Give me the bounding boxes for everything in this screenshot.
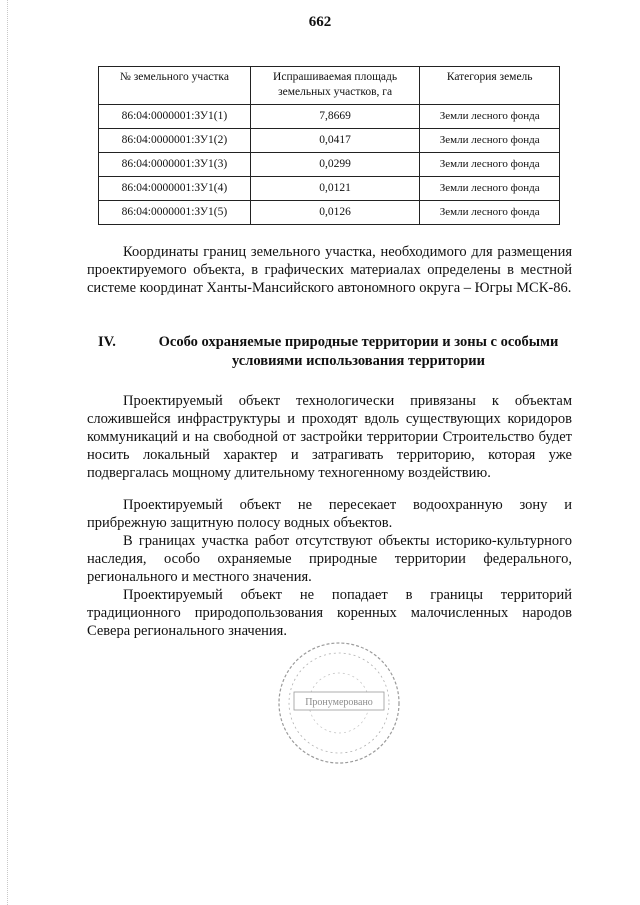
land-category-cell: Земли лесного фонда: [420, 105, 560, 129]
parcel-area-cell: 0,0299: [250, 153, 420, 177]
coordinates-paragraph: Координаты границ земельного участка, необходимого для размещения проектируемого объекта, в графических материалах определены в местной системе координат Ханты-Мансийского автономного округа – Югры МСК-86.: [87, 244, 572, 296]
stamp-text: Пронумеровано: [305, 697, 373, 708]
section-title: Особо охраняемые природные территории и зоны с особыми условиями использования территории: [158, 334, 559, 369]
body-paragraph: Проектируемый объект не попадает в границы территорий традиционного природопользования коренных малочисленных народов Севера регионального значения.: [87, 587, 572, 639]
parcel-number-cell: 86:04:0000001:ЗУ1(3): [99, 153, 251, 177]
parcel-area-cell: 7,8669: [250, 105, 420, 129]
table-row: [99, 177, 560, 201]
column-header: № земельного участка: [99, 67, 251, 105]
land-category-cell: Земли лесного фонда: [420, 177, 560, 201]
section-heading: [87, 333, 572, 371]
table-row: [99, 129, 560, 153]
column-header: Испрашиваемая площадь земельных участков, га: [250, 67, 420, 105]
parcel-number-cell: 86:04:0000001:ЗУ1(5): [99, 201, 251, 225]
land-parcels-table: [98, 66, 560, 225]
parcel-area-cell: 0,0417: [250, 129, 420, 153]
parcel-area-cell: 0,0121: [250, 177, 420, 201]
body-paragraph: Проектируемый объект не пересекает водоохранную зону и прибрежную защитную полосу водных объектов.: [87, 497, 572, 531]
table-row: [99, 105, 560, 129]
section-number: IV.: [98, 334, 116, 350]
parcel-area-cell: 0,0126: [250, 201, 420, 225]
land-category-cell: Земли лесного фонда: [420, 129, 560, 153]
column-header: Категория земель: [420, 67, 560, 105]
page-number: 662: [308, 14, 332, 30]
parcel-number-cell: 86:04:0000001:ЗУ1(1): [99, 105, 251, 129]
official-stamp: [274, 638, 404, 768]
page-edge-mark: [7, 0, 9, 905]
parcel-number-cell: 86:04:0000001:ЗУ1(4): [99, 177, 251, 201]
land-category-cell: Земли лесного фонда: [420, 201, 560, 225]
parcel-number-cell: 86:04:0000001:ЗУ1(2): [99, 129, 251, 153]
body-paragraph: В границах участка работ отсутствуют объекты историко-культурного наследия, особо охраняемые природные территории федерального, регионального и местного значения.: [87, 533, 572, 585]
table-row: [99, 153, 560, 177]
body-paragraph: Проектируемый объект технологически привязаны к объектам сложившейся инфраструктуры и проходят вдоль существующих коридоров коммуникаций и на свободной от застройки территории Строительство будет носить локальный характер и затрагивать территорию, которая уже подвергалась мощному длительному техногенному воздействию.: [87, 393, 572, 481]
table-row: [99, 201, 560, 225]
table-header-row: [99, 67, 560, 105]
land-category-cell: Земли лесного фонда: [420, 153, 560, 177]
